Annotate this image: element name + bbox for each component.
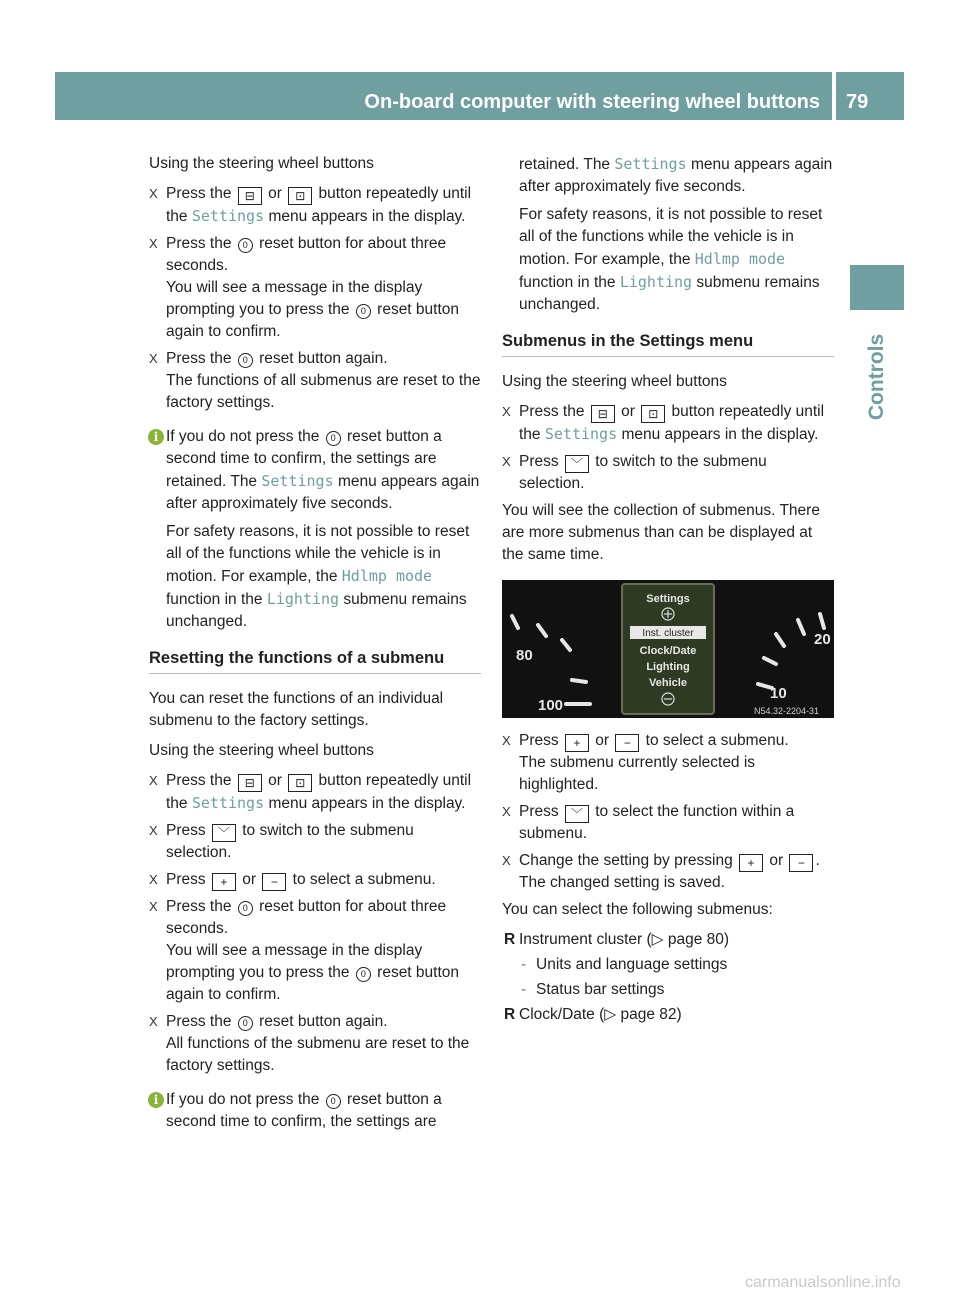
- step-text: The changed setting is saved.: [519, 874, 725, 891]
- minus-button-icon: −: [615, 734, 639, 752]
- step-text: or: [242, 871, 257, 888]
- step-text: or: [769, 852, 784, 869]
- step-text: button repeatedly until the: [519, 403, 825, 443]
- step-arrow-icon: X: [149, 773, 158, 788]
- display-item: Clock/Date: [639, 645, 697, 657]
- intro-text: Using the steering wheel buttons: [149, 155, 374, 172]
- plus-button-icon: +: [739, 854, 763, 872]
- paragraph: Using the steering wheel buttons: [149, 742, 374, 759]
- instruction-step: [149, 348, 481, 414]
- section-tab-marker: [850, 265, 904, 310]
- step-text: Press: [519, 803, 559, 820]
- sub-list-item: [502, 954, 834, 976]
- info-text: menu appears again after approximately five seconds.: [166, 473, 480, 512]
- step-text: reset button again to confirm.: [166, 964, 460, 1003]
- display-term: Lighting: [266, 590, 340, 608]
- left-column: [149, 153, 481, 1139]
- step-text: Press: [166, 871, 206, 888]
- paragraph: You will see the collection of submenus. There are more submenus than can be displayed at the same time.: [502, 502, 820, 563]
- instruction-step: [149, 233, 481, 343]
- step-text: reset button for about three seconds.: [166, 235, 447, 274]
- info-text: If you do not press the: [166, 1091, 320, 1108]
- paragraph: You can reset the functions of an individual submenu to the factory settings.: [149, 690, 444, 729]
- menu-back-button-icon: ⊟: [238, 774, 262, 792]
- footer-watermark-url[interactable]: carmanualsonline.info: [745, 1274, 901, 1291]
- step-text: You will see a message in the display prompting you to press the: [166, 942, 423, 981]
- step-text: reset button for about three seconds.: [166, 898, 447, 937]
- step-text: Press the: [166, 898, 232, 915]
- info-text: submenu remains unchanged.: [166, 591, 467, 630]
- minus-button-icon: −: [789, 854, 813, 872]
- reset-button-icon: 0: [238, 238, 253, 253]
- step-text: button repeatedly until the: [166, 185, 472, 225]
- step-arrow-icon: X: [502, 853, 511, 868]
- gauge-label-left-80: 80: [516, 647, 533, 664]
- plus-button-icon: +: [212, 873, 236, 891]
- instrument-cluster-figure: [502, 580, 834, 718]
- step-text: or: [268, 185, 282, 202]
- bullet-icon: R: [504, 931, 516, 948]
- step-text: to select a submenu.: [292, 871, 436, 888]
- figure-code: N54.32-2204-31: [754, 706, 820, 716]
- step-arrow-icon: X: [149, 899, 158, 914]
- minus-button-icon: −: [262, 873, 286, 891]
- step-text: to select a submenu.: [645, 732, 789, 749]
- reset-button-icon: 0: [356, 304, 371, 319]
- list-item: [502, 929, 834, 951]
- step-text: or: [268, 772, 282, 789]
- info-note-continued: [502, 153, 834, 198]
- info-text: submenu remains unchanged.: [519, 274, 820, 313]
- menu-back-button-icon: ⊟: [238, 187, 262, 205]
- section-tab-label: [848, 322, 906, 432]
- info-text: reset button a second time to confirm, the settings are retained. The: [166, 428, 442, 490]
- step-text: The functions of all submenus are reset to the factory settings.: [166, 372, 481, 411]
- step-text: to switch to the submenu selection.: [166, 822, 414, 861]
- info-text: function in the: [519, 274, 616, 291]
- step-text: reset button again.: [259, 350, 388, 367]
- step-text: Change the setting by pressing: [519, 852, 733, 869]
- tilt-button-icon: ﹀: [565, 805, 589, 823]
- instruction-step: [149, 770, 481, 815]
- step-arrow-icon: X: [149, 236, 158, 251]
- step-text: Press the: [166, 350, 232, 367]
- menu-back-button-icon: ⊟: [591, 405, 615, 423]
- step-arrow-icon: X: [149, 351, 158, 366]
- instruction-step: [502, 850, 834, 894]
- step-text: Press the: [166, 235, 232, 252]
- step-text: button repeatedly until the: [166, 772, 472, 812]
- instruction-step: [149, 869, 481, 891]
- step-arrow-icon: X: [149, 186, 158, 201]
- info-text: retained. The: [519, 156, 611, 173]
- step-text: menu appears in the display.: [268, 795, 466, 812]
- step-text: All functions of the submenu are reset to the factory settings.: [166, 1035, 470, 1074]
- instruction-step: [502, 801, 834, 845]
- instruction-step: [149, 896, 481, 1006]
- info-icon: i: [148, 429, 164, 445]
- paragraph: Using the steering wheel buttons: [502, 373, 727, 390]
- info-text: reset button a second time to confirm, the settings are: [166, 1091, 442, 1130]
- right-column: [502, 153, 834, 1029]
- sub-list-item: [502, 979, 834, 1001]
- step-text: Press the: [166, 772, 232, 789]
- reset-button-icon: 0: [356, 967, 371, 982]
- display-item: Lighting: [646, 661, 690, 673]
- display-term: Settings: [191, 207, 265, 225]
- instruction-step: [502, 730, 834, 796]
- display-term: Hdlmp mode: [694, 250, 786, 268]
- header-bar: [55, 72, 832, 120]
- reset-button-icon: 0: [238, 1016, 253, 1031]
- page-number: 79: [846, 91, 869, 113]
- section-heading: Resetting the functions of a submenu: [149, 647, 481, 674]
- step-text: .: [815, 852, 820, 869]
- instruction-step: [149, 183, 481, 228]
- list-item-text: Status bar settings: [536, 981, 665, 998]
- step-arrow-icon: X: [502, 404, 511, 419]
- instrument-cluster-illustration: [502, 580, 834, 718]
- list-item-text: Instrument cluster (▷ page 80): [519, 931, 730, 948]
- page-header-title: On-board computer with steering wheel buttons: [364, 91, 820, 113]
- instruction-step: [149, 1011, 481, 1077]
- reset-button-icon: 0: [326, 1094, 341, 1109]
- info-note-continued: [149, 521, 481, 633]
- page-number-box: [836, 72, 904, 120]
- bullet-icon: R: [504, 1006, 516, 1023]
- step-arrow-icon: X: [502, 804, 511, 819]
- display-term: Lighting: [619, 273, 693, 291]
- gauge-label-right-20: 20: [814, 631, 831, 648]
- menu-forward-button-icon: ⊡: [641, 405, 665, 423]
- step-arrow-icon: X: [149, 1014, 158, 1029]
- info-text: function in the: [166, 591, 263, 608]
- step-text: Press the: [166, 1013, 232, 1030]
- menu-forward-button-icon: ⊡: [288, 187, 312, 205]
- step-arrow-icon: X: [149, 872, 158, 887]
- display-item: Vehicle: [649, 677, 687, 689]
- display-term: Hdlmp mode: [341, 567, 433, 585]
- info-note: [149, 1089, 481, 1133]
- step-arrow-icon: X: [149, 823, 158, 838]
- section-tab-text: Controls: [865, 333, 888, 421]
- instruction-step: [149, 820, 481, 864]
- display-term: Settings: [191, 794, 265, 812]
- reset-button-icon: 0: [326, 431, 341, 446]
- info-text: If you do not press the: [166, 428, 320, 445]
- display-term: Settings: [544, 425, 618, 443]
- list-item-text: Clock/Date (▷ page 82): [519, 1006, 682, 1023]
- step-text: Press: [519, 453, 559, 470]
- step-arrow-icon: X: [502, 733, 511, 748]
- display-menu-title: Settings: [646, 593, 690, 605]
- step-text: Press: [166, 822, 206, 839]
- info-note-continued: [502, 204, 834, 316]
- list-item-text: Units and language settings: [536, 956, 728, 973]
- step-text: You will see a message in the display prompting you to press the: [166, 279, 423, 318]
- step-text: The submenu currently selected is highlighted.: [519, 754, 756, 793]
- section-heading: Submenus in the Settings menu: [502, 330, 834, 357]
- info-icon: i: [148, 1092, 164, 1108]
- reset-button-icon: 0: [238, 353, 253, 368]
- info-text: For safety reasons, it is not possible to reset all of the functions while the vehicle is in motion. For example, the: [166, 523, 470, 585]
- info-text: For safety reasons, it is not possible to reset all of the functions while the vehicle is in motion. For example, the: [519, 206, 823, 268]
- step-text: or: [595, 732, 610, 749]
- menu-forward-button-icon: ⊡: [288, 774, 312, 792]
- step-text: to switch to the submenu selection.: [519, 453, 767, 492]
- display-item-selected: Inst. cluster: [642, 628, 694, 639]
- step-text: menu appears in the display.: [621, 426, 819, 443]
- instruction-step: [502, 401, 834, 446]
- info-note: [149, 426, 481, 515]
- paragraph: You can select the following submenus:: [502, 901, 773, 918]
- info-text: menu appears again after approximately five seconds.: [519, 156, 833, 195]
- list-item: [502, 1004, 834, 1026]
- tilt-button-icon: ﹀: [565, 455, 589, 473]
- step-text: to select the function within a submenu.: [519, 803, 795, 842]
- step-text: reset button again.: [259, 1013, 388, 1030]
- gauge-label-right-10: 10: [770, 685, 787, 702]
- reset-button-icon: 0: [238, 901, 253, 916]
- dash-icon: -: [521, 956, 527, 973]
- dash-icon: -: [521, 981, 527, 998]
- gauge-label-left-100: 100: [538, 697, 564, 714]
- display-term: Settings: [261, 472, 334, 490]
- step-text: or: [621, 403, 635, 420]
- step-arrow-icon: X: [502, 454, 511, 469]
- step-text: reset button again to confirm.: [166, 301, 460, 340]
- step-text: menu appears in the display.: [268, 208, 466, 225]
- tilt-button-icon: ﹀: [212, 824, 236, 842]
- step-text: Press the: [166, 185, 232, 202]
- plus-button-icon: +: [565, 734, 589, 752]
- step-text: Press the: [519, 403, 585, 420]
- display-term: Settings: [614, 155, 687, 173]
- step-text: Press: [519, 732, 559, 749]
- instruction-step: [502, 451, 834, 495]
